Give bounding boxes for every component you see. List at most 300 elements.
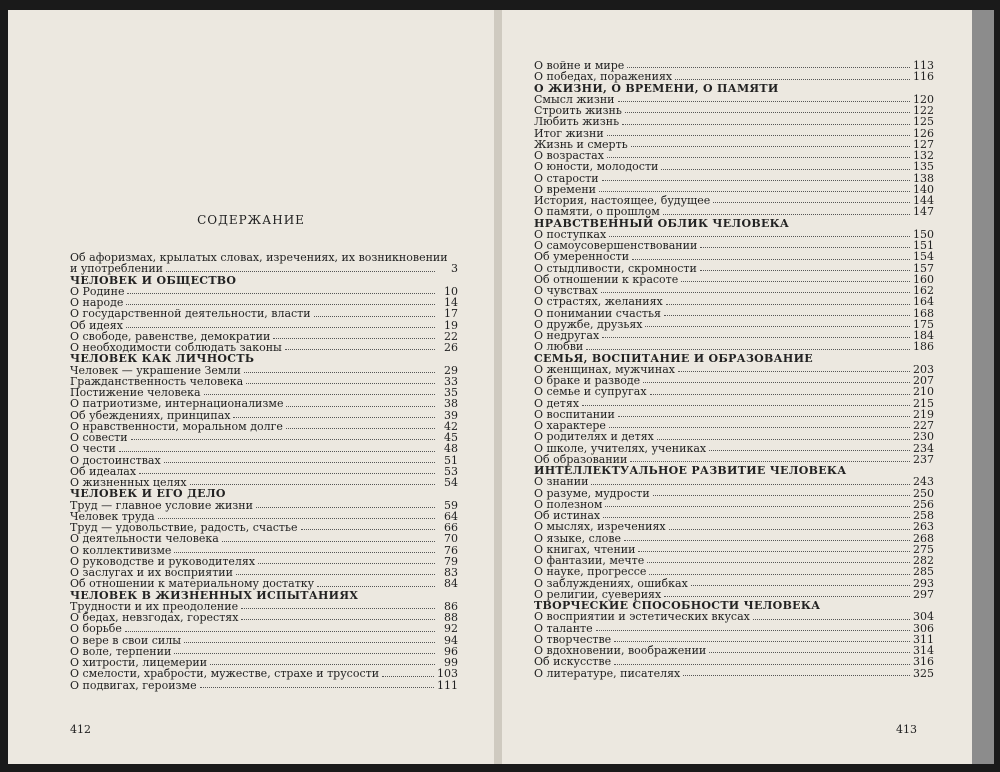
leader-dots <box>601 292 910 293</box>
toc-entry-page: 42 <box>444 419 458 433</box>
toc-entry-page: 66 <box>444 521 458 534</box>
toc-entry-page: 38 <box>444 397 458 411</box>
toc-entry <box>70 421 458 432</box>
page-number: 413 <box>896 723 917 736</box>
toc-entry <box>534 296 934 307</box>
toc-entry-title: Об образовании <box>534 452 628 466</box>
leader-dots <box>709 652 910 653</box>
leader-dots <box>273 338 435 339</box>
toc-entry-page: 39 <box>444 408 458 422</box>
toc-entry <box>70 578 458 589</box>
toc-entry-page: 184 <box>913 329 934 342</box>
leader-dots <box>125 631 435 632</box>
toc-entry <box>534 476 934 487</box>
toc-entry-title: Об истинах <box>534 509 601 522</box>
toc-entry-page: 219 <box>913 407 934 421</box>
toc-section-title: О ЖИЗНИ, О ВРЕМЕНИ, О ПАМЯТИ <box>534 81 779 95</box>
toc-entry <box>70 286 458 297</box>
toc-entry-page: 207 <box>913 374 934 387</box>
leader-dots <box>638 551 910 552</box>
leader-dots <box>631 146 910 147</box>
leader-dots <box>314 316 435 317</box>
toc-entry-page: 243 <box>913 475 934 489</box>
toc-entry-title: О подвигах, героизме <box>70 678 197 692</box>
leader-dots <box>174 653 435 654</box>
toc-title: СОДЕРЖАНИЕ <box>197 213 305 227</box>
toc-section-title: ЧЕЛОВЕК И ЕГО ДЕЛО <box>70 487 226 501</box>
leader-dots <box>164 462 435 463</box>
toc-entry-title: О религии, суевериях <box>534 587 662 601</box>
toc-entry-page: 88 <box>444 611 458 624</box>
leader-dots <box>681 281 910 282</box>
leader-dots <box>678 371 910 372</box>
toc-section-title: НРАВСТВЕННЫЙ ОБЛИК ЧЕЛОВЕКА <box>534 216 790 230</box>
leader-dots <box>602 337 910 338</box>
toc-entry-title: О творчестве <box>534 632 612 646</box>
toc-section-title: ИНТЕЛЛЕКТУАЛЬНОЕ РАЗВИТИЕ ЧЕЛОВЕКА <box>534 464 847 477</box>
leader-dots <box>664 315 910 316</box>
toc-entry-title: Человек — украшение Земли <box>70 363 241 377</box>
toc-section-heading <box>534 465 934 476</box>
toc-section-title: ТВОРЧЕСКИЕ СПОСОБНОСТИ ЧЕЛОВЕКА <box>534 599 821 612</box>
toc-entry-title: Об убеждениях, принципах <box>70 408 231 422</box>
leader-dots <box>666 304 910 305</box>
leader-dots <box>317 586 435 587</box>
toc-entry-page: 306 <box>913 621 934 635</box>
toc-entry-page: 147 <box>913 205 934 219</box>
leader-dots <box>236 574 435 575</box>
toc-entry-page: 162 <box>913 284 934 297</box>
toc-entry-title: О самоусовершенствовании <box>534 239 698 252</box>
toc-entry-title: О воле, терпении <box>70 644 172 658</box>
leader-dots <box>241 608 435 609</box>
leader-dots <box>301 529 435 530</box>
leader-dots <box>174 552 435 553</box>
toc-entry-page: 122 <box>913 104 934 117</box>
leader-dots <box>675 79 910 80</box>
toc-entry-page: 35 <box>444 386 458 399</box>
leader-dots <box>700 270 910 271</box>
toc-entry <box>534 330 934 341</box>
toc-entry-page: 258 <box>913 509 934 522</box>
toc-entry-title: О поступках <box>534 227 607 241</box>
toc-entry-page: 29 <box>444 363 458 377</box>
toc-entry-title: О борьбе <box>70 622 122 636</box>
toc-entry-page: 316 <box>913 655 934 669</box>
toc-entry-page: 3 <box>451 262 458 276</box>
leader-dots <box>609 236 910 237</box>
toc-entry-title: О бедах, невзгодах, горестях <box>70 611 239 624</box>
leader-dots <box>607 157 910 158</box>
toc-entry <box>534 566 934 577</box>
toc-entry-title: О вдохновении, воображении <box>534 644 707 657</box>
toc-entry-page: 175 <box>913 317 934 331</box>
leader-dots <box>661 169 910 170</box>
toc-entry <box>70 533 458 544</box>
toc-entry-title: О нравственности, моральном долге <box>70 419 283 433</box>
toc-entry-page: 135 <box>913 160 934 174</box>
toc-entry-page: 59 <box>444 498 458 512</box>
toc-entry-title: Строить жизнь <box>534 104 622 117</box>
leader-dots <box>204 394 435 395</box>
leader-dots <box>126 327 435 328</box>
toc-left-column <box>70 252 458 691</box>
toc-entry-title: О коллективизме <box>70 543 172 557</box>
left-page <box>8 10 494 764</box>
toc-entry-page: 53 <box>444 464 458 478</box>
leader-dots <box>653 495 910 496</box>
toc-entry-page: 120 <box>913 92 934 106</box>
toc-intro-entry <box>70 263 458 274</box>
leader-dots <box>683 675 910 676</box>
toc-entry <box>534 431 934 442</box>
leader-dots <box>709 450 910 451</box>
leader-dots <box>126 304 435 305</box>
toc-entry-page: 48 <box>444 442 458 456</box>
toc-entry-title: О совести <box>70 431 128 444</box>
leader-dots <box>713 202 910 203</box>
leader-dots <box>645 326 910 327</box>
toc-entry-title: О фантазии, мечте <box>534 554 645 567</box>
toc-entry <box>534 206 934 217</box>
toc-entry-page: 64 <box>444 509 458 523</box>
leader-dots <box>131 439 435 440</box>
leader-dots <box>607 135 910 136</box>
toc-entry-title: Трудности и их преодоление <box>70 599 239 613</box>
toc-entry-title: О достоинствах <box>70 453 161 467</box>
leader-dots <box>285 349 435 350</box>
toc-entry-title: О семье и супругах <box>534 385 647 399</box>
toc-section-title: ЧЕЛОВЕК КАК ЛИЧНОСТЬ <box>70 352 255 366</box>
toc-entry-title: Об идеалах <box>70 464 137 478</box>
toc-entry-page: 138 <box>913 171 934 185</box>
toc-entry-page: 268 <box>913 531 934 545</box>
leader-dots <box>643 382 910 383</box>
toc-entry-page: 275 <box>913 542 934 556</box>
leader-dots <box>700 247 910 248</box>
toc-entry-title: О полезном <box>534 497 603 511</box>
leader-dots <box>691 585 910 586</box>
toc-entry <box>534 71 934 82</box>
toc-entry-title: О книгах, чтении <box>534 542 636 556</box>
leader-dots <box>596 630 910 631</box>
toc-entry <box>534 341 934 352</box>
leader-dots <box>258 563 435 564</box>
leader-dots <box>127 293 435 294</box>
toc-entry-page: 92 <box>444 622 458 636</box>
toc-entry-page: 304 <box>913 610 934 624</box>
toc-entry-title: Любить жизнь <box>534 115 620 129</box>
toc-entry-page: 325 <box>913 666 934 680</box>
toc-entry-page: 168 <box>913 306 934 320</box>
toc-section-title: ЧЕЛОВЕК И ОБЩЕСТВО <box>70 273 237 287</box>
toc-entry-title: Итог жизни <box>534 126 604 140</box>
toc-entry-title: Об отношении к красоте <box>534 272 679 286</box>
leader-dots <box>286 428 435 429</box>
toc-entry-title: О времени <box>534 182 596 196</box>
toc-entry-title: О школе, учителях, учениках <box>534 441 707 455</box>
toc-entry-page: 51 <box>444 453 458 467</box>
toc-entry-title: О браке и разводе <box>534 374 641 387</box>
toc-entry-title: О свободе, равенстве, демократии <box>70 329 271 343</box>
toc-entry-page: 203 <box>913 362 934 376</box>
toc-entry-title: О науке, прогрессе <box>534 565 647 579</box>
toc-entry-title: О таланте <box>534 621 593 635</box>
toc-entry-page: 86 <box>444 599 458 613</box>
toc-entry-title: О смелости, храбрости, мужестве, страхе и трусости <box>70 667 380 681</box>
toc-entry-title: О стыдливости, скромности <box>534 261 697 275</box>
toc-entry-title: О хитрости, лицемерии <box>70 656 208 669</box>
toc-entry-page: 127 <box>913 137 934 151</box>
toc-entry-title: Смысл жизни <box>534 92 615 106</box>
leader-dots <box>158 518 435 519</box>
leader-dots <box>650 394 910 395</box>
leader-dots <box>286 406 435 407</box>
leader-dots <box>200 687 434 688</box>
page-number: 412 <box>70 723 91 736</box>
toc-entry-title: История, настоящее, будущее <box>534 194 711 207</box>
toc-entry-page: 314 <box>913 644 934 657</box>
leader-dots <box>622 124 910 125</box>
toc-entry-title: О руководстве и руководителях <box>70 554 256 568</box>
toc-entry-title: О знании <box>534 475 589 489</box>
leader-dots <box>630 461 910 462</box>
toc-entry-page: 17 <box>444 307 458 321</box>
toc-entry-page: 256 <box>913 497 934 511</box>
leader-dots <box>609 427 910 428</box>
leader-dots <box>166 271 435 272</box>
leader-dots <box>664 596 910 597</box>
toc-entry-page: 111 <box>437 678 458 692</box>
toc-entry-page: 14 <box>444 296 458 309</box>
toc-section-heading <box>70 353 458 364</box>
toc-entry-title: Человек труда <box>70 509 155 523</box>
toc-entry-page: 99 <box>444 656 458 669</box>
leader-dots <box>657 439 910 440</box>
toc-entry-title: О жизненных целях <box>70 476 187 489</box>
toc-entry-title: О победах, поражениях <box>534 70 673 84</box>
toc-entry-page: 84 <box>444 577 458 591</box>
toc-entry-title: О необходимости соблюдать законы <box>70 341 282 354</box>
leader-dots <box>602 180 910 181</box>
toc-entry-title: О детях <box>534 396 580 410</box>
toc-entry-title: О чувствах <box>534 284 598 297</box>
toc-right-column <box>534 60 934 679</box>
toc-entry-title: О женщинах, мужчинах <box>534 362 675 376</box>
toc-entry-page: 70 <box>444 532 458 546</box>
toc-entry-page: 293 <box>913 576 934 590</box>
toc-entry-page: 19 <box>444 318 458 332</box>
toc-entry <box>534 611 934 622</box>
toc-entry-title: О характере <box>534 419 606 432</box>
toc-entry-page: 113 <box>913 59 934 72</box>
leader-dots <box>625 112 910 113</box>
toc-entry-page: 22 <box>444 329 458 343</box>
toc-entry-page: 297 <box>913 587 934 601</box>
toc-entry-page: 103 <box>437 667 458 681</box>
toc-entry-page: 164 <box>913 295 934 309</box>
leader-dots <box>663 214 910 215</box>
toc-entry <box>534 161 934 172</box>
toc-entry-title: О страстях, желаниях <box>534 295 663 309</box>
leader-dots <box>119 451 435 452</box>
toc-entry-title: О понимании счастья <box>534 306 661 320</box>
leader-dots <box>632 259 910 260</box>
toc-entry-page: 311 <box>913 632 934 646</box>
leader-dots <box>382 676 434 677</box>
toc-entry-page: 96 <box>444 644 458 658</box>
leader-dots <box>256 507 435 508</box>
toc-entry-title: О дружбе, друзьях <box>534 317 643 331</box>
toc-entry-title: О языке, слове <box>534 531 622 545</box>
leader-dots <box>586 349 910 350</box>
toc-entry-title: О вере в свои силы <box>70 633 181 647</box>
toc-entry-page: 186 <box>913 340 934 354</box>
toc-entry-page: 116 <box>913 70 934 84</box>
toc-entry-page: 282 <box>913 554 934 567</box>
toc-entry-page: 54 <box>444 476 458 489</box>
toc-entry <box>534 521 934 532</box>
toc-entry-page: 150 <box>913 227 934 241</box>
leader-dots <box>624 540 910 541</box>
leader-dots <box>649 574 910 575</box>
toc-entry-title: Гражданственность человека <box>70 374 244 388</box>
toc-entry-title: и употреблении <box>70 262 164 276</box>
toc-entry <box>70 680 458 691</box>
toc-entry <box>70 443 458 454</box>
toc-entry-title: О любви <box>534 340 584 354</box>
toc-entry-page: 140 <box>913 182 934 196</box>
toc-entry-title: О государственной деятельности, власти <box>70 307 311 321</box>
toc-entry-page: 76 <box>444 543 458 557</box>
leader-dots <box>647 562 910 563</box>
toc-entry-title: Постижение человека <box>70 386 201 399</box>
toc-entry-title: О литературе, писателях <box>534 666 681 680</box>
leader-dots <box>233 417 435 418</box>
leader-dots <box>139 473 435 474</box>
toc-entry-title: О недругах <box>534 329 600 342</box>
toc-section-title: СЕМЬЯ, ВОСПИТАНИЕ И ОБРАЗОВАНИЕ <box>534 351 813 365</box>
toc-entry <box>70 308 458 319</box>
toc-entry <box>70 668 458 679</box>
toc-entry-title: О заблуждениях, ошибках <box>534 576 688 590</box>
right-page <box>502 10 972 764</box>
toc-entry-title: О юности, молодости <box>534 160 659 174</box>
toc-entry-title: О патриотизме, интернационализме <box>70 397 284 411</box>
toc-entry-page: 125 <box>913 115 934 129</box>
leader-dots <box>184 642 435 643</box>
toc-entry <box>534 251 934 262</box>
toc-entry-page: 126 <box>913 126 934 140</box>
toc-entry-page: 144 <box>913 194 934 207</box>
toc-entry-title: О старости <box>534 171 599 185</box>
leader-dots <box>618 416 910 417</box>
leader-dots <box>614 641 910 642</box>
toc-entry <box>70 612 458 623</box>
leader-dots <box>222 541 435 542</box>
leader-dots <box>669 529 910 530</box>
toc-entry-page: 230 <box>913 430 934 444</box>
leader-dots <box>241 619 435 620</box>
toc-entry-page: 10 <box>444 284 458 298</box>
leader-dots <box>753 619 910 620</box>
toc-entry-title: Об искусстве <box>534 655 612 669</box>
toc-entry-page: 215 <box>913 396 934 410</box>
toc-entry-page: 227 <box>913 419 934 432</box>
toc-section-heading <box>70 275 458 286</box>
toc-entry <box>534 386 934 397</box>
toc-entry-title: Об идеях <box>70 318 123 332</box>
leader-dots <box>190 484 435 485</box>
toc-entry-title: О воспитании <box>534 407 615 421</box>
toc-entry-page: 83 <box>444 566 458 579</box>
toc-entry-page: 151 <box>913 239 934 252</box>
leader-dots <box>605 506 910 507</box>
toc-entry-title: О народе <box>70 296 124 309</box>
toc-entry-page: 160 <box>913 272 934 286</box>
toc-entry-page: 33 <box>444 374 458 388</box>
toc-entry <box>534 668 934 679</box>
leader-dots <box>599 191 910 192</box>
toc-entry-page: 285 <box>913 565 934 579</box>
toc-entry-title: О деятельности человека <box>70 532 219 546</box>
leader-dots <box>614 664 910 665</box>
toc-entry-page: 237 <box>913 452 934 466</box>
leader-dots <box>244 372 435 373</box>
toc-entry-title: О чести <box>70 442 116 456</box>
toc-entry <box>534 656 934 667</box>
toc-entry-page: 250 <box>913 486 934 500</box>
toc-entry-page: 210 <box>913 385 934 399</box>
toc-entry-title: О заслугах и их восприятии <box>70 566 233 579</box>
toc-entry-page: 94 <box>444 633 458 647</box>
toc-entry-title: О войне и мире <box>534 59 625 72</box>
leader-dots <box>603 517 910 518</box>
toc-entry-title: О родителях и детях <box>534 430 654 444</box>
toc-entry-page: 132 <box>913 149 934 162</box>
toc-entry <box>534 116 934 127</box>
toc-entry-page: 45 <box>444 431 458 444</box>
toc-entry-page: 154 <box>913 250 934 264</box>
toc-section-heading <box>70 488 458 499</box>
toc-section-title: ЧЕЛОВЕК В ЖИЗНЕННЫХ ИСПЫТАНИЯХ <box>70 588 359 602</box>
toc-entry-title: О Родине <box>70 284 125 298</box>
leader-dots <box>591 484 910 485</box>
toc-entry <box>70 432 458 443</box>
toc-entry-title: Об умеренности <box>534 250 630 264</box>
leader-dots <box>618 101 911 102</box>
toc-entry-page: 263 <box>913 520 934 534</box>
toc-entry-page: 234 <box>913 441 934 455</box>
toc-intro-line: Об афоризмах, крылатых словах, изречениях, их возникновении <box>70 251 448 264</box>
leader-dots <box>210 664 435 665</box>
toc-entry-title: Труд — удовольствие, радость, счастье <box>70 521 298 534</box>
toc-entry-page: 79 <box>444 554 458 568</box>
toc-entry <box>70 623 458 634</box>
toc-entry <box>70 398 458 409</box>
toc-entry-title: О памяти, о прошлом <box>534 205 660 219</box>
toc-entry-title: Об отношении к материальному достатку <box>70 577 315 591</box>
toc-entry-title: О восприятии и эстетических вкусах <box>534 610 750 624</box>
toc-entry-title: Жизнь и смерть <box>534 137 628 151</box>
leader-dots <box>582 405 910 406</box>
toc-entry-title: О мыслях, изречениях <box>534 520 666 534</box>
toc-entry-title: О возрастах <box>534 149 604 162</box>
toc-entry-page: 157 <box>913 261 934 275</box>
page-edge <box>972 10 994 764</box>
toc-entry-page: 26 <box>444 341 458 354</box>
toc-entry-title: Труд — главное условие жизни <box>70 498 253 512</box>
